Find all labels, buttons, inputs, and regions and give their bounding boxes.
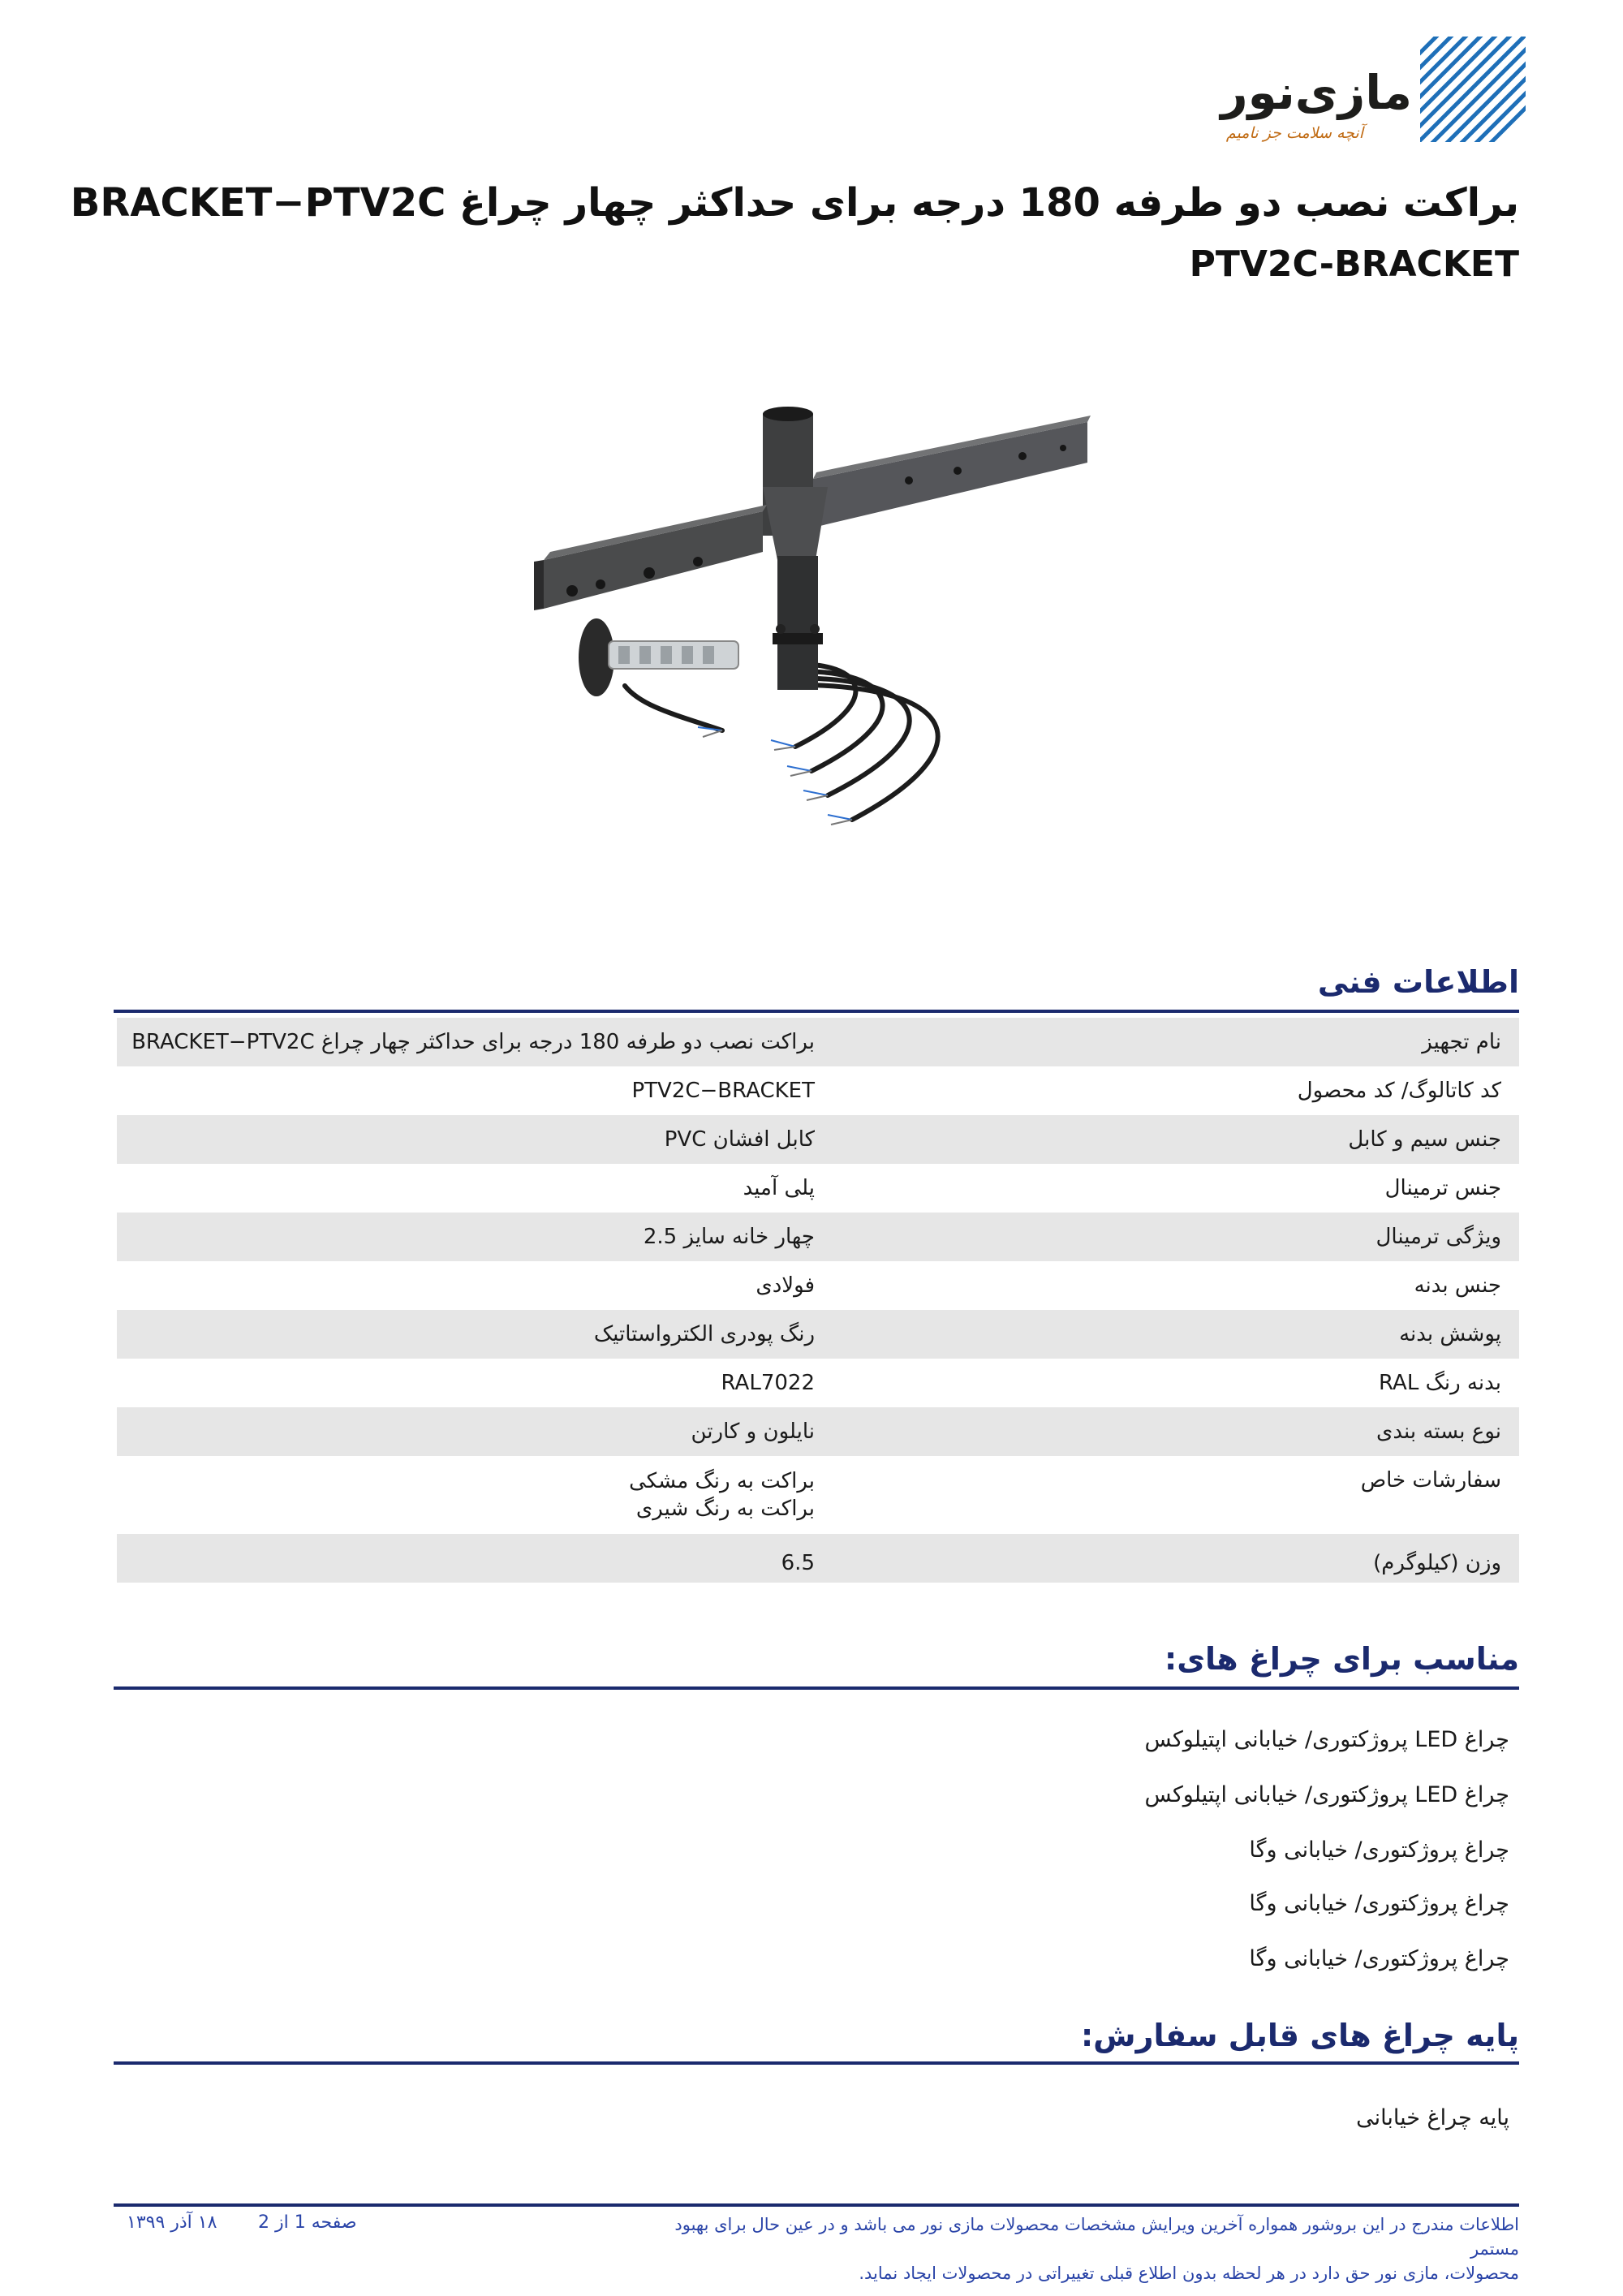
spec-label: کد کاتالوگ/ کد محصول bbox=[1297, 1079, 1501, 1103]
tech-info-heading: اطلاعات فنی bbox=[1317, 964, 1519, 1000]
spec-label: نوع بسته بندی bbox=[1375, 1419, 1501, 1444]
poles-heading: پایه چراغ های قابل سفارش: bbox=[1080, 2018, 1519, 2053]
table-row bbox=[117, 1310, 1519, 1359]
spec-value: 6.5 bbox=[781, 1551, 815, 1575]
spec-label: پوشش بدنه bbox=[1399, 1322, 1501, 1346]
list-item: چراغ LED پروژکتوری/ خیابانی اپتیلوکس bbox=[1144, 1782, 1509, 1807]
table-row bbox=[117, 1456, 1519, 1534]
product-code: PTV2C-BRACKET bbox=[1189, 243, 1519, 285]
spec-value: رنگ پودری الکترواستاتیک bbox=[593, 1322, 815, 1346]
spec-label: سفارشات خاص bbox=[1360, 1468, 1501, 1493]
spec-value: PTV2C−BRACKET bbox=[631, 1079, 815, 1103]
footer-note-line: اطلاعات مندرج در این بروشور همواره آخرین ویرایش مشخصات محصولات مازی نور می باشد و در عین حال برای بهبود مستمر bbox=[674, 2215, 1519, 2259]
spec-label: بدنه رنگ RAL bbox=[1379, 1371, 1501, 1395]
spec-value: پلی آمید bbox=[743, 1176, 815, 1200]
table-row bbox=[117, 1066, 1519, 1115]
product-image bbox=[519, 390, 1104, 844]
spec-value: فولادی bbox=[756, 1273, 815, 1298]
spec-value-line: براکت به رنگ شیری bbox=[635, 1497, 815, 1521]
table-row bbox=[117, 1261, 1519, 1310]
table-row bbox=[117, 1164, 1519, 1213]
suitable-divider bbox=[114, 1686, 1519, 1690]
table-row bbox=[117, 1359, 1519, 1407]
spec-label: ویژگی ترمینال bbox=[1375, 1225, 1501, 1249]
spec-value: کابل افشان PVC bbox=[664, 1127, 815, 1152]
spec-table bbox=[117, 1018, 1519, 1583]
logo-wordmark: مازی‌نور bbox=[1220, 65, 1412, 120]
list-item: چراغ پروژکتوری/ خیابانی وگا bbox=[1249, 1946, 1509, 1971]
page-number: صفحه 1 از 2 bbox=[258, 2212, 357, 2233]
spec-label: جنس ترمینال bbox=[1384, 1176, 1501, 1200]
list-item: پایه چراغ خیابانی bbox=[1356, 2105, 1509, 2130]
spec-value: براکت نصب دو طرفه 180 درجه برای حداکثر چهار چراغ BRACKET−PTV2C bbox=[131, 1030, 815, 1054]
list-item: چراغ پروژکتوری/ خیابانی وگا bbox=[1249, 1891, 1509, 1916]
poles-divider bbox=[114, 2061, 1519, 2065]
table-row bbox=[117, 1018, 1519, 1066]
footer-divider bbox=[114, 2203, 1519, 2207]
logo-tagline: آنچه سلامت جز نامیم bbox=[1225, 124, 1363, 142]
spec-value bbox=[117, 1456, 815, 1523]
suitable-heading: مناسب برای چراغ های: bbox=[1165, 1641, 1519, 1677]
spec-value: نایلون و کارتن bbox=[691, 1419, 815, 1444]
page-title: براکت نصب دو طرفه 180 درجه برای حداکثر چهار چراغ BRACKET−PTV2C bbox=[70, 180, 1519, 226]
spec-value-line: براکت به رنگ مشکی bbox=[629, 1469, 815, 1493]
list-item: چراغ پروژکتوری/ خیابانی وگا bbox=[1249, 1837, 1509, 1863]
table-row bbox=[117, 1407, 1519, 1456]
tech-info-divider bbox=[114, 1010, 1519, 1013]
spec-label: وزن (کیلوگرم) bbox=[1373, 1551, 1501, 1575]
table-row bbox=[117, 1534, 1519, 1583]
spec-label: نام تجهیز bbox=[1422, 1030, 1501, 1054]
spec-label: جنس بدنه bbox=[1414, 1273, 1501, 1298]
list-item: چراغ LED پروژکتوری/ خیابانی اپتیلوکس bbox=[1144, 1727, 1509, 1752]
footer-date: ۱۸ آذر ۱۳۹۹ bbox=[127, 2212, 217, 2233]
spec-value: چهار خانه سایز 2.5 bbox=[643, 1225, 815, 1249]
footer-disclaimer bbox=[643, 2212, 1519, 2285]
logo-mark-icon bbox=[1420, 37, 1526, 142]
footer-note-line: محصولات، مازی نور حق دارد در هر لحظه بدون اطلاع قبلی تغییراتی در محصولات ایجاد نماید. bbox=[859, 2264, 1519, 2283]
table-row bbox=[117, 1213, 1519, 1261]
table-row bbox=[117, 1115, 1519, 1164]
spec-label: جنس سیم و کابل bbox=[1348, 1127, 1501, 1152]
spec-value: RAL7022 bbox=[721, 1371, 815, 1395]
company-logo bbox=[1120, 37, 1526, 142]
